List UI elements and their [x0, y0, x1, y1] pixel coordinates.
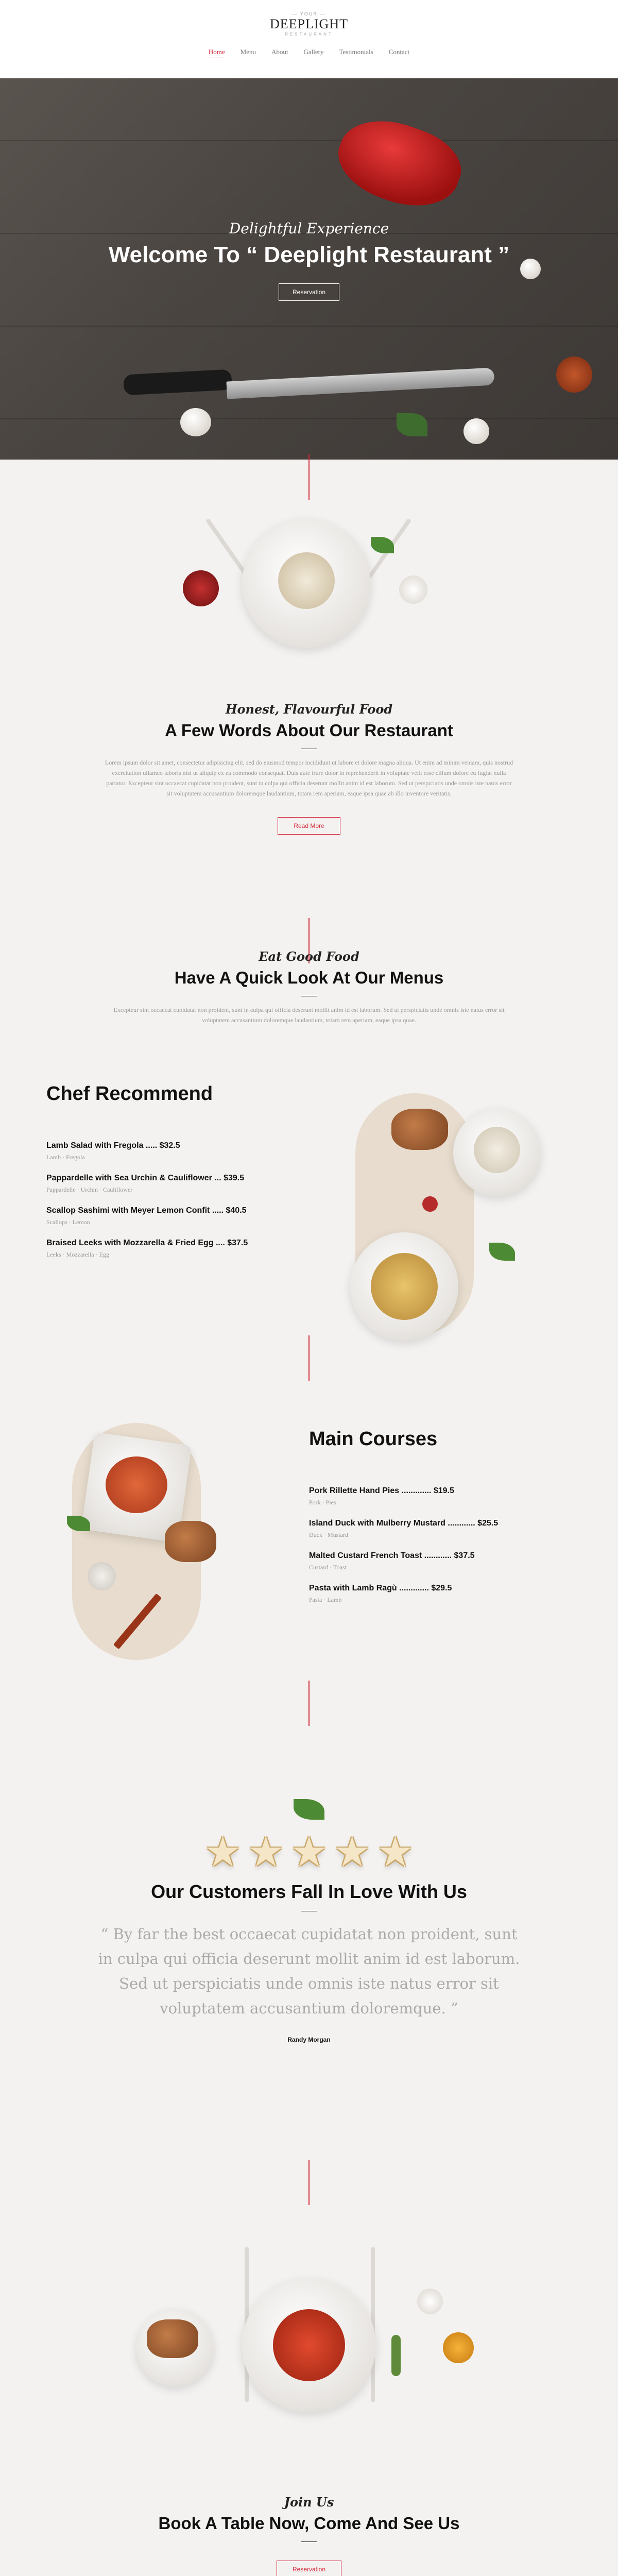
menu-item-name: Lamb Salad with Fregola ..... $32.5: [46, 1141, 180, 1150]
menu-item[interactable]: [309, 1519, 577, 1539]
booking-title: Book A Table Now, Come And See Us: [158, 2514, 460, 2533]
testimonial-author: Randy Morgan: [287, 2036, 331, 2043]
leaf-image: [371, 537, 394, 553]
menu-item[interactable]: [46, 1174, 314, 1194]
main-menu-list: [309, 1428, 577, 1616]
menu-item-name: Pappardelle with Sea Urchin & Cauliflower ... $39.5: [46, 1174, 245, 1182]
wood-plank-line: [0, 140, 618, 141]
chef-items: [46, 1141, 314, 1259]
menu-item[interactable]: [309, 1584, 577, 1604]
logo[interactable]: [0, 0, 618, 37]
star-icon: ★: [333, 1830, 371, 1875]
herb-image: [391, 2335, 401, 2376]
about-section: [0, 460, 618, 980]
knife-handle-image: [123, 369, 232, 396]
logo-sub: RESTAURANT: [285, 32, 333, 37]
main-courses-section: [0, 1392, 618, 1799]
basil-leaf-image: [397, 413, 427, 436]
shrimp-dish-image: [106, 1456, 167, 1513]
menu-item[interactable]: [46, 1239, 314, 1259]
risotto-image: [278, 552, 335, 609]
menu-item-name: Braised Leeks with Mozzarella & Fried Egg .... $37.5: [46, 1239, 248, 1247]
menu-item-name: Scallop Sashimi with Meyer Lemon Confit ..... $40.5: [46, 1206, 247, 1215]
bread-image: [391, 1109, 448, 1150]
sauce-bowl-image: [183, 570, 219, 606]
testimonial-section: [0, 1799, 618, 2232]
leaf-image: [489, 1243, 515, 1261]
booking-script: Join Us: [284, 2495, 334, 2510]
menu-item-name: Island Duck with Mulberry Mustard ............ $25.5: [309, 1519, 499, 1528]
menus-title: Have A Quick Look At Our Menus: [174, 968, 444, 987]
menu-item[interactable]: [309, 1486, 577, 1506]
hero-title: Welcome To “ Deeplight Restaurant ”: [108, 242, 510, 267]
stew-image: [273, 2309, 345, 2381]
soup-image: [474, 1127, 520, 1173]
hero-script: Delightful Experience: [229, 220, 389, 237]
wood-plank-line: [0, 418, 618, 419]
nav-gallery[interactable]: Gallery: [303, 48, 324, 56]
star-icon: ★: [290, 1830, 328, 1875]
red-pepper-image: [328, 106, 471, 221]
menu-item-desc: Pasta · Lamb: [309, 1596, 342, 1603]
pasta-image: [371, 1253, 438, 1320]
menu-item-desc: Custard · Toast: [309, 1564, 347, 1571]
menu-item[interactable]: [46, 1141, 314, 1161]
spice-image: [556, 357, 592, 393]
main-nav: [0, 48, 618, 58]
bread-image: [147, 2319, 198, 2358]
menus-intro: [0, 949, 618, 1078]
divider-line: [308, 1681, 310, 1726]
reservation-button[interactable]: Reservation: [277, 2561, 341, 2576]
chef-menu-list: [46, 1083, 314, 1271]
logo-name: DEEPLIGHT: [270, 16, 348, 31]
menu-item-desc: Scallops · Lemon: [46, 1218, 90, 1226]
about-text: Lorem ipsum dolor sit amet, consectetur adipisicing elit, sed do eiusmod tempor incididunt ut labore et dolore magna aliqua. Ut enim ad minim veniam, quis nostrud exercitation ullamco laboris nisi ut aliquip ex ea commodo consequat. Duis aute irure dolor in reprehenderit in voluptate velit esse cillum dolore eu fugiat nulla pariatur. Excepteur sint occaecat cupidatat non proident, sunt in culpa qui officia deserunt mollit anim id est laborum. Sed ut perspiciatis unde omnis iste natus error sit voluptatem accusantium doloremque laudantium, totam rem aperiam, eaque ipsa quae ab illo inventore veritatis.: [105, 759, 513, 797]
menus-script: Eat Good Food: [259, 949, 359, 964]
about-script: Honest, Flavourful Food: [225, 702, 393, 717]
main-heading: Main Courses: [309, 1428, 438, 1450]
bread-image: [165, 1521, 216, 1562]
menu-item[interactable]: [46, 1206, 314, 1226]
hero-content: [0, 220, 618, 301]
logo-tag: — YOUR —: [292, 11, 326, 16]
chef-heading: Chef Recommend: [46, 1083, 213, 1105]
salt-bowl-image: [417, 2289, 443, 2314]
nav-home[interactable]: Home: [209, 48, 225, 58]
knife-blade-image: [226, 367, 494, 399]
tomato-image: [422, 1196, 438, 1212]
about-title: A Few Words About Our Restaurant: [165, 721, 453, 740]
menu-item-desc: Pork · Pies: [309, 1499, 336, 1506]
garlic-image: [180, 408, 211, 436]
nav-about[interactable]: About: [271, 48, 288, 56]
salt-bowl-image: [399, 575, 427, 604]
divider-line: [308, 1335, 310, 1381]
hero-banner: [0, 78, 618, 460]
menu-item-name: Malted Custard French Toast ............ $37.5: [309, 1551, 475, 1560]
main-items: [309, 1486, 577, 1604]
menus-text: Excepteur sint occaecat cupidatat non proident, sunt in culpa qui officia deserunt mollit anim id est laborum. Sed ut perspiciatis unde omnis iste natus error sit voluptatem accusantium doloremque laudantium, totam rem aperiam, eaque ipsa quae.: [113, 1006, 505, 1024]
site-header: [0, 0, 618, 78]
star-icon: ★: [376, 1830, 414, 1875]
star-icon: ★: [204, 1830, 242, 1875]
nav-menu[interactable]: Menu: [240, 48, 256, 56]
testimonial-quote: “ By far the best occaecat cupidatat non proident, sunt in culpa qui officia deserunt mollit anim id est laborum. Sed ut perspiciatis unde omnis iste natus error sit voluptatem accusantium doloremque. ”: [98, 1925, 520, 2017]
menu-item[interactable]: [309, 1551, 577, 1571]
booking-section: [0, 2232, 618, 2576]
divider-line: [308, 454, 310, 500]
wood-plank-line: [0, 326, 618, 327]
menu-item-desc: Lamb · Fregola: [46, 1154, 85, 1161]
menu-item-name: Pasta with Lamb Ragù ............. $29.5: [309, 1584, 452, 1592]
bowl-image: [88, 1562, 116, 1590]
garlic-image: [464, 418, 489, 444]
chef-recommend-section: [0, 1078, 618, 1392]
reservation-button[interactable]: Reservation: [279, 283, 339, 301]
rating-stars: [0, 1829, 618, 1876]
booking-text-block: [0, 2495, 618, 2576]
read-more-button[interactable]: Read More: [278, 817, 340, 835]
testimonial-title: Our Customers Fall In Love With Us: [151, 1881, 467, 1902]
about-text-block: [0, 702, 618, 835]
menu-item-desc: Duck · Mustard: [309, 1531, 348, 1538]
menu-item-name: Pork Rillette Hand Pies ............. $19.5: [309, 1486, 454, 1495]
menu-item-desc: Pappardelle · Urchin · Cauliflower: [46, 1186, 133, 1193]
leaf-icon: [294, 1799, 324, 1820]
divider-line: [308, 2160, 310, 2205]
menu-item-desc: Leeks · Mozzarella · Egg: [46, 1251, 109, 1258]
star-icon: ★: [247, 1830, 285, 1875]
title-underline: [301, 2541, 317, 2542]
nav-contact[interactable]: Contact: [388, 48, 410, 56]
oil-bowl-image: [443, 2332, 474, 2363]
nav-testimonials[interactable]: Testimonials: [339, 48, 373, 56]
